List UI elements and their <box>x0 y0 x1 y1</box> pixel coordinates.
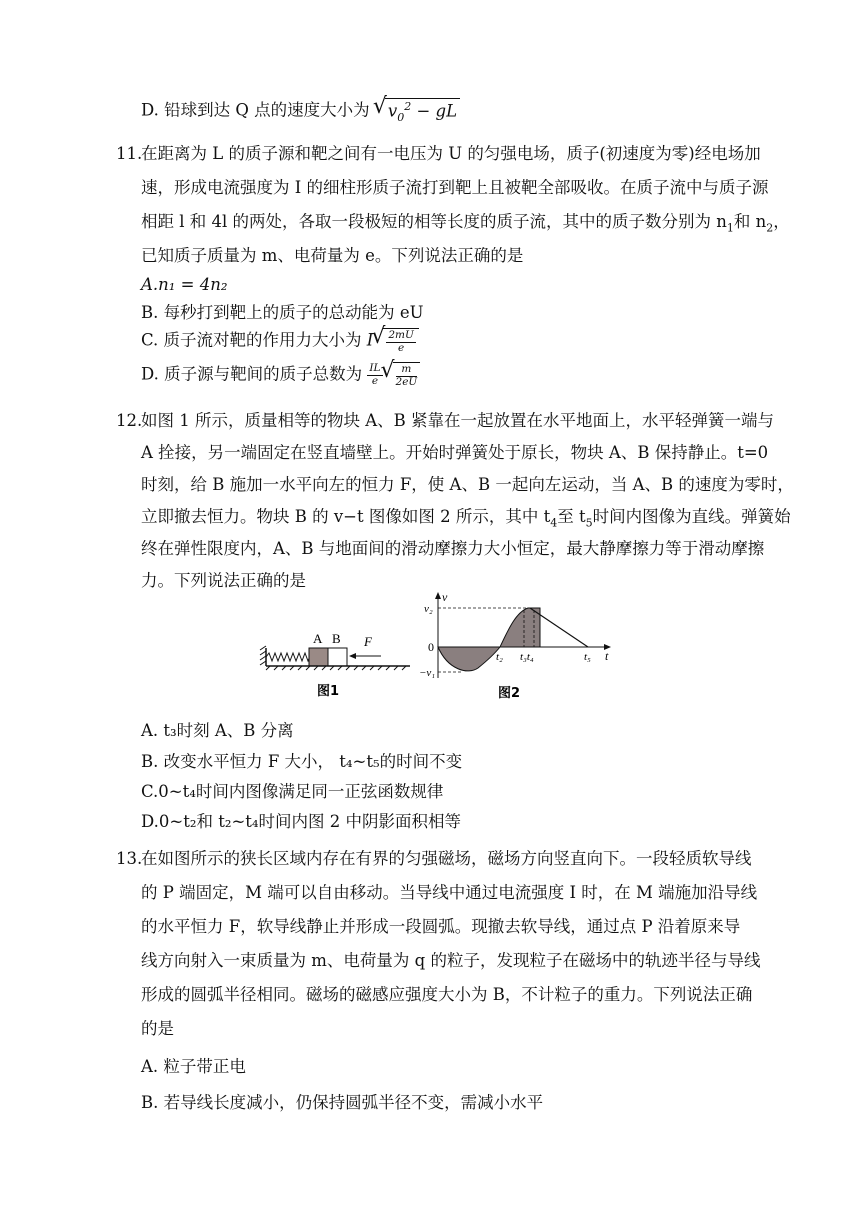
q11-line1: 在距离为 L 的质子源和靶之间有一电压为 U 的匀强电场，质子(初速度为零)经电场加 <box>141 144 761 163</box>
figure-1 <box>260 631 410 699</box>
q13-line2: 的 P 端固定，M 端可以自由移动。当导线中通过电流强度 I 时，在 M 端施加沿导线 <box>141 883 758 902</box>
q11-option-d: D. 质子源与靶间的质子总数为 $\frac{IL}{e}$ √ $\frac{m}{2eU}$ <box>141 362 420 388</box>
q13-line3: 的水平恒力 F，软导线静止并形成一段圆弧。现撤去软导线，通过点 P 沿着原来导 <box>141 917 741 936</box>
svg-text:v₂: v₂ <box>424 603 433 615</box>
svg-text:−v₁: −v₁ <box>419 667 436 679</box>
svg-text:图2: 图2 <box>498 686 521 701</box>
q12-line2: A 拴接，另一端固定在竖直墙壁上。开始时弹簧处于原长，物块 A、B 保持静止。t=0 <box>141 443 769 462</box>
q11-line4: 已知质子质量为 m、电荷量为 e。下列说法正确的是 <box>141 246 524 265</box>
spring <box>266 653 313 661</box>
svg-text:t₃t₄: t₃t₄ <box>520 651 534 663</box>
svg-text:B: B <box>332 631 341 646</box>
q12-line3: 时刻，给 B 施加一水平向左的恒力 F，使 A、B 一起向左运动，当 A、B 的速度为零时， <box>141 475 794 494</box>
svg-text:t: t <box>605 649 609 663</box>
q12-line5: 终在弹性限度内，A、B 与地面间的滑动摩擦力大小恒定，最大静摩擦力等于滑动摩擦 <box>141 539 765 558</box>
svg-text:F: F <box>364 634 372 649</box>
svg-text:A: A <box>313 631 323 646</box>
q13-number: 13. <box>116 849 143 868</box>
q12-number: 12. <box>116 411 143 430</box>
svg-text:t₅: t₅ <box>584 651 591 663</box>
q12-option-d: D.0~t₂和 t₂~t₄时间内图 2 中阴影面积相等 <box>141 812 462 831</box>
q13-line1: 在如图所示的狭长区域内存在有界的匀强磁场，磁场方向竖直向下。一段轻质软导线 <box>141 849 752 868</box>
q12-option-c: C.0~t₄时间内图像满足同一正弦函数规律 <box>141 782 444 801</box>
svg-text:v: v <box>442 590 448 604</box>
q11-line2: 速，形成电流强度为 I 的细柱形质子流打到靶上且被靶全部吸收。在质子流中与质子源 <box>141 178 769 197</box>
q13-option-a: A. 粒子带正电 <box>141 1057 246 1076</box>
q13-line5: 形成的圆弧半径相同。磁场的磁感应强度大小为 B，不计粒子的重力。下列说法正确 <box>141 985 753 1004</box>
q10-option-d <box>141 98 460 124</box>
q11-option-a: A.n₁ = 4n₂ <box>141 275 228 294</box>
q13-line4: 线方向射入一束质量为 m、电荷量为 q 的粒子，发现粒子在磁场中的轨迹半径与导线 <box>141 951 761 970</box>
q12-figures <box>258 590 618 705</box>
figure-2 <box>419 590 611 701</box>
q12-option-b: B. 改变水平恒力 F 大小， t₄~t₅的时间不变 <box>141 752 463 771</box>
svg-text:图1: 图1 <box>317 684 340 699</box>
q10-option-d-expression: √ $v_0^2$ − gL <box>375 98 460 124</box>
q12-line1: 如图 1 所示，质量相等的物块 A、B 紧靠在一起放置在水平地面上，水平轻弹簧一端与 <box>141 411 775 430</box>
q12-line4: 立即撤去恒力。物块 B 的 v−t 图像如图 2 所示，其中 $t_4$至 $t_5$时间内图像为直线。弹簧始 <box>141 507 791 530</box>
q11-line3: 相距 l 和 4l 的两处，各取一段极短的相等长度的质子流，其中的质子数分别为 $n_1$和 $n_2$， <box>141 212 790 235</box>
block-b <box>328 648 347 666</box>
q12-option-a: A. t₃时刻 A、B 分离 <box>141 721 294 740</box>
svg-text:t₂: t₂ <box>496 651 503 663</box>
q13-line6: 的是 <box>141 1019 174 1038</box>
q10-option-d-label: D. 铅球到达 Q 点的速度大小为 <box>141 100 370 120</box>
q13-option-b: B. 若导线长度减小，仍保持圆弧半径不变，需减小水平 <box>141 1093 544 1112</box>
q11-option-c: C. 质子流对靶的作用力大小为 I √ $\frac{2mU}{e}$ <box>141 328 419 354</box>
block-a <box>309 648 328 666</box>
q12-line6: 力。下列说法正确的是 <box>141 571 306 590</box>
q11-number: 11. <box>116 144 143 163</box>
q11-option-b: B. 每秒打到靶上的质子的总动能为 eU <box>141 303 424 322</box>
svg-text:0: 0 <box>428 640 434 654</box>
shaded-area-negative <box>438 647 500 671</box>
